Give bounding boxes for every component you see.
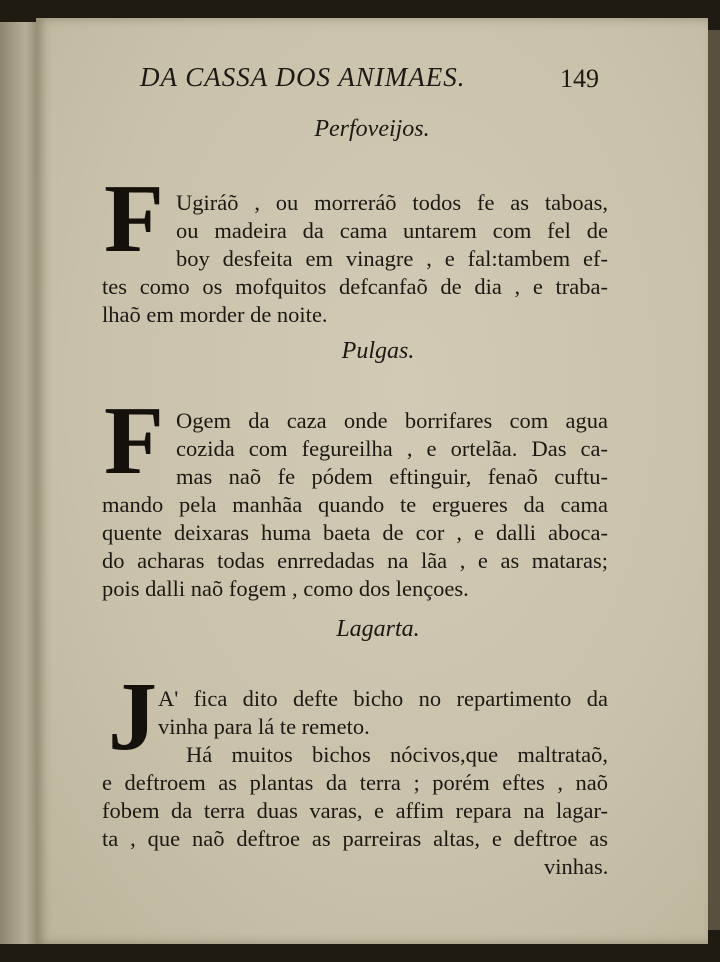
- text-line: e deftroem as plantas da terra ; porém eftes , naõ: [102, 770, 608, 795]
- text-line: lhaõ em morder de noite.: [102, 302, 328, 327]
- text-line: pois dalli naõ fogem , como dos lençoes.: [102, 576, 469, 601]
- drop-cap-initial: F: [104, 387, 164, 495]
- previous-page-edge: [0, 22, 36, 944]
- text-line: boy desfeita em vinagre , e fal:tambem ef-: [176, 246, 608, 271]
- running-head: [140, 62, 640, 102]
- section-heading: Pulgas.: [341, 338, 415, 364]
- text-line: fobem da terra duas varas, e affim repara na lagar-: [102, 798, 608, 823]
- text-line: mas naõ fe pódem eftinguir, fenaõ cuftu-: [176, 464, 608, 489]
- text-line: Ogem da caza onde borrifares com agua: [176, 408, 608, 433]
- drop-cap-initial: J: [108, 663, 157, 771]
- text-line: vinha para lá te remeto.: [158, 714, 370, 739]
- text-line: cozida com fegureilha , e ortelãa. Das ca-: [176, 436, 608, 461]
- section-heading: Perfoveijos.: [314, 116, 430, 142]
- page-number: 149: [560, 64, 599, 93]
- text-line: quente deixaras huma baeta de cor , e dalli aboca-: [102, 520, 608, 545]
- text-line: ou madeira da cama untarem com fel de: [176, 218, 608, 243]
- drop-cap-initial: F: [104, 165, 164, 273]
- text-line: mando pela manhãa quando te ergueres da cama: [102, 492, 608, 517]
- text-line: do acharas todas enrredadas na lãa , e as mataras;: [102, 548, 608, 573]
- text-line: Ugiráõ , ou morreráõ todos fe as taboas,: [176, 190, 608, 215]
- text-line: ta , que naõ deftroe as parreiras altas, e deftroe as: [102, 826, 608, 851]
- section-heading: Lagarta.: [336, 616, 420, 642]
- running-title: DA CASSA DOS ANIMAES.: [140, 62, 466, 92]
- book-page: [36, 18, 708, 944]
- page-fore-edge: [708, 30, 720, 930]
- text-line: Há muitos bichos nócivos,que maltrataõ,: [186, 742, 608, 767]
- text-line: vinhas.: [544, 854, 609, 879]
- text-line: A' fica dito defte bicho no repartimento da: [158, 686, 608, 711]
- text-line: tes como os mofquitos defcanfaõ de dia , e traba-: [102, 274, 608, 299]
